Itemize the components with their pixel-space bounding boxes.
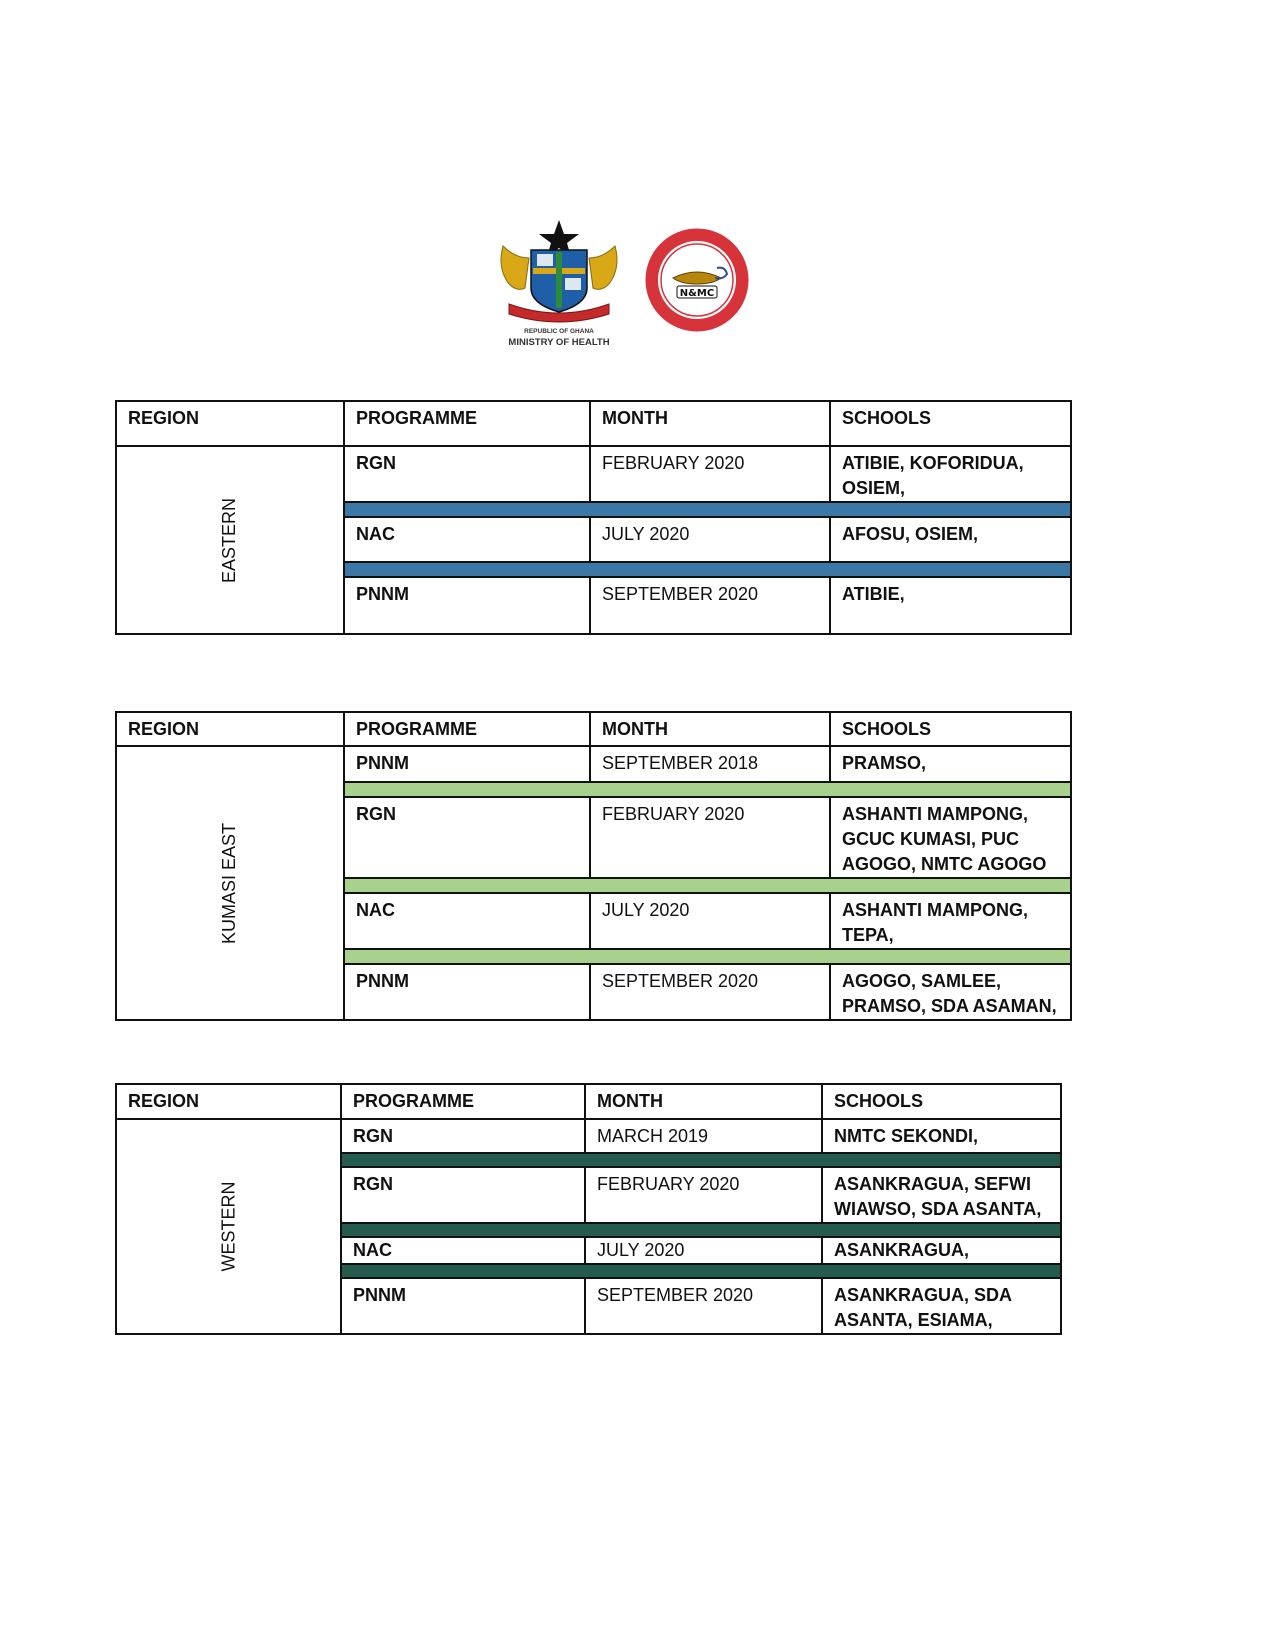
region-cell [116,446,344,634]
region-cell [116,1119,341,1334]
schools-header: SCHOOLS [830,401,1071,446]
schools-cell: PRAMSO, [830,746,1071,782]
programme-header: PROGRAMME [344,401,590,446]
region-cell [116,746,344,1020]
programme-header: PROGRAMME [344,712,590,746]
region-label: WESTERN [218,1181,238,1272]
schools-cell: AFOSU, OSIEM, [830,517,1071,562]
schools-cell: ASHANTI MAMPONG, TEPA, [830,893,1071,949]
month-cell: FEBRUARY 2020 [590,797,830,878]
table-header-row [116,712,1071,746]
programme-cell: NAC [341,1237,585,1264]
nmc-ghana-logo [643,226,751,334]
month-cell: MARCH 2019 [585,1119,822,1153]
month-cell: SEPTEMBER 2020 [590,964,830,1020]
schools-header: SCHOOLS [822,1084,1061,1119]
month-cell: FEBRUARY 2020 [590,446,830,502]
schools-cell: ASANKRAGUA, SEFWI WIAWSO, SDA ASANTA, [822,1167,1061,1223]
month-cell: SEPTEMBER 2020 [590,577,830,634]
programme-cell: RGN [341,1167,585,1223]
schools-cell: ASANKRAGUA, SDA ASANTA, ESIAMA, [822,1278,1061,1334]
programme-cell: RGN [344,446,590,502]
schedule-table-kumasi-east [115,711,1072,1021]
svg-text:N&MC: N&MC [679,288,715,299]
programme-cell: NAC [344,893,590,949]
programme-cell: PNNM [341,1278,585,1334]
schools-cell: ASANKRAGUA, [822,1237,1061,1264]
schools-cell: ASHANTI MAMPONG, GCUC KUMASI, PUC AGOGO, NMTC AGOGO [830,797,1071,878]
table-row [116,1119,1061,1153]
region-label: EASTERN [219,497,240,583]
month-header: MONTH [590,401,830,446]
programme-cell: PNNM [344,964,590,1020]
month-header: MONTH [590,712,830,746]
month-cell: SEPTEMBER 2018 [590,746,830,782]
ministry-of-health-label: MINISTRY OF HEALTH [508,337,610,348]
region-header: REGION [116,1084,341,1119]
ghana-coat-of-arms-logo [495,218,623,352]
table-header-row [116,401,1071,446]
schools-cell: AGOGO, SAMLEE, PRAMSO, SDA ASAMAN, [830,964,1071,1020]
region-label: KUMASI EAST [219,822,240,944]
schedule-table-western [115,1083,1062,1335]
programme-header: PROGRAMME [341,1084,585,1119]
region-header: REGION [116,712,344,746]
schools-cell: NMTC SEKONDI, [822,1119,1061,1153]
table-header-row [116,1084,1061,1119]
nmc-seal-icon [643,226,751,334]
table-row [116,746,1071,782]
schools-cell: ATIBIE, KOFORIDUA, OSIEM, [830,446,1071,502]
schools-header: SCHOOLS [830,712,1071,746]
programme-cell: NAC [344,517,590,562]
programme-cell: PNNM [344,577,590,634]
month-cell: JULY 2020 [585,1237,822,1264]
month-cell: FEBRUARY 2020 [585,1167,822,1223]
table-row [116,446,1071,502]
month-cell: JULY 2020 [590,893,830,949]
month-header: MONTH [585,1084,822,1119]
region-header: REGION [116,401,344,446]
schedule-table-eastern [115,400,1072,635]
schools-cell: ATIBIE, [830,577,1071,634]
month-cell: SEPTEMBER 2020 [585,1278,822,1334]
programme-cell: PNNM [344,746,590,782]
month-cell: JULY 2020 [590,517,830,562]
coat-of-arms-emblem [495,218,623,326]
republic-of-ghana-label: REPUBLIC OF GHANA [524,328,594,335]
programme-cell: RGN [341,1119,585,1153]
logo-header [0,218,1275,358]
programme-cell: RGN [344,797,590,878]
